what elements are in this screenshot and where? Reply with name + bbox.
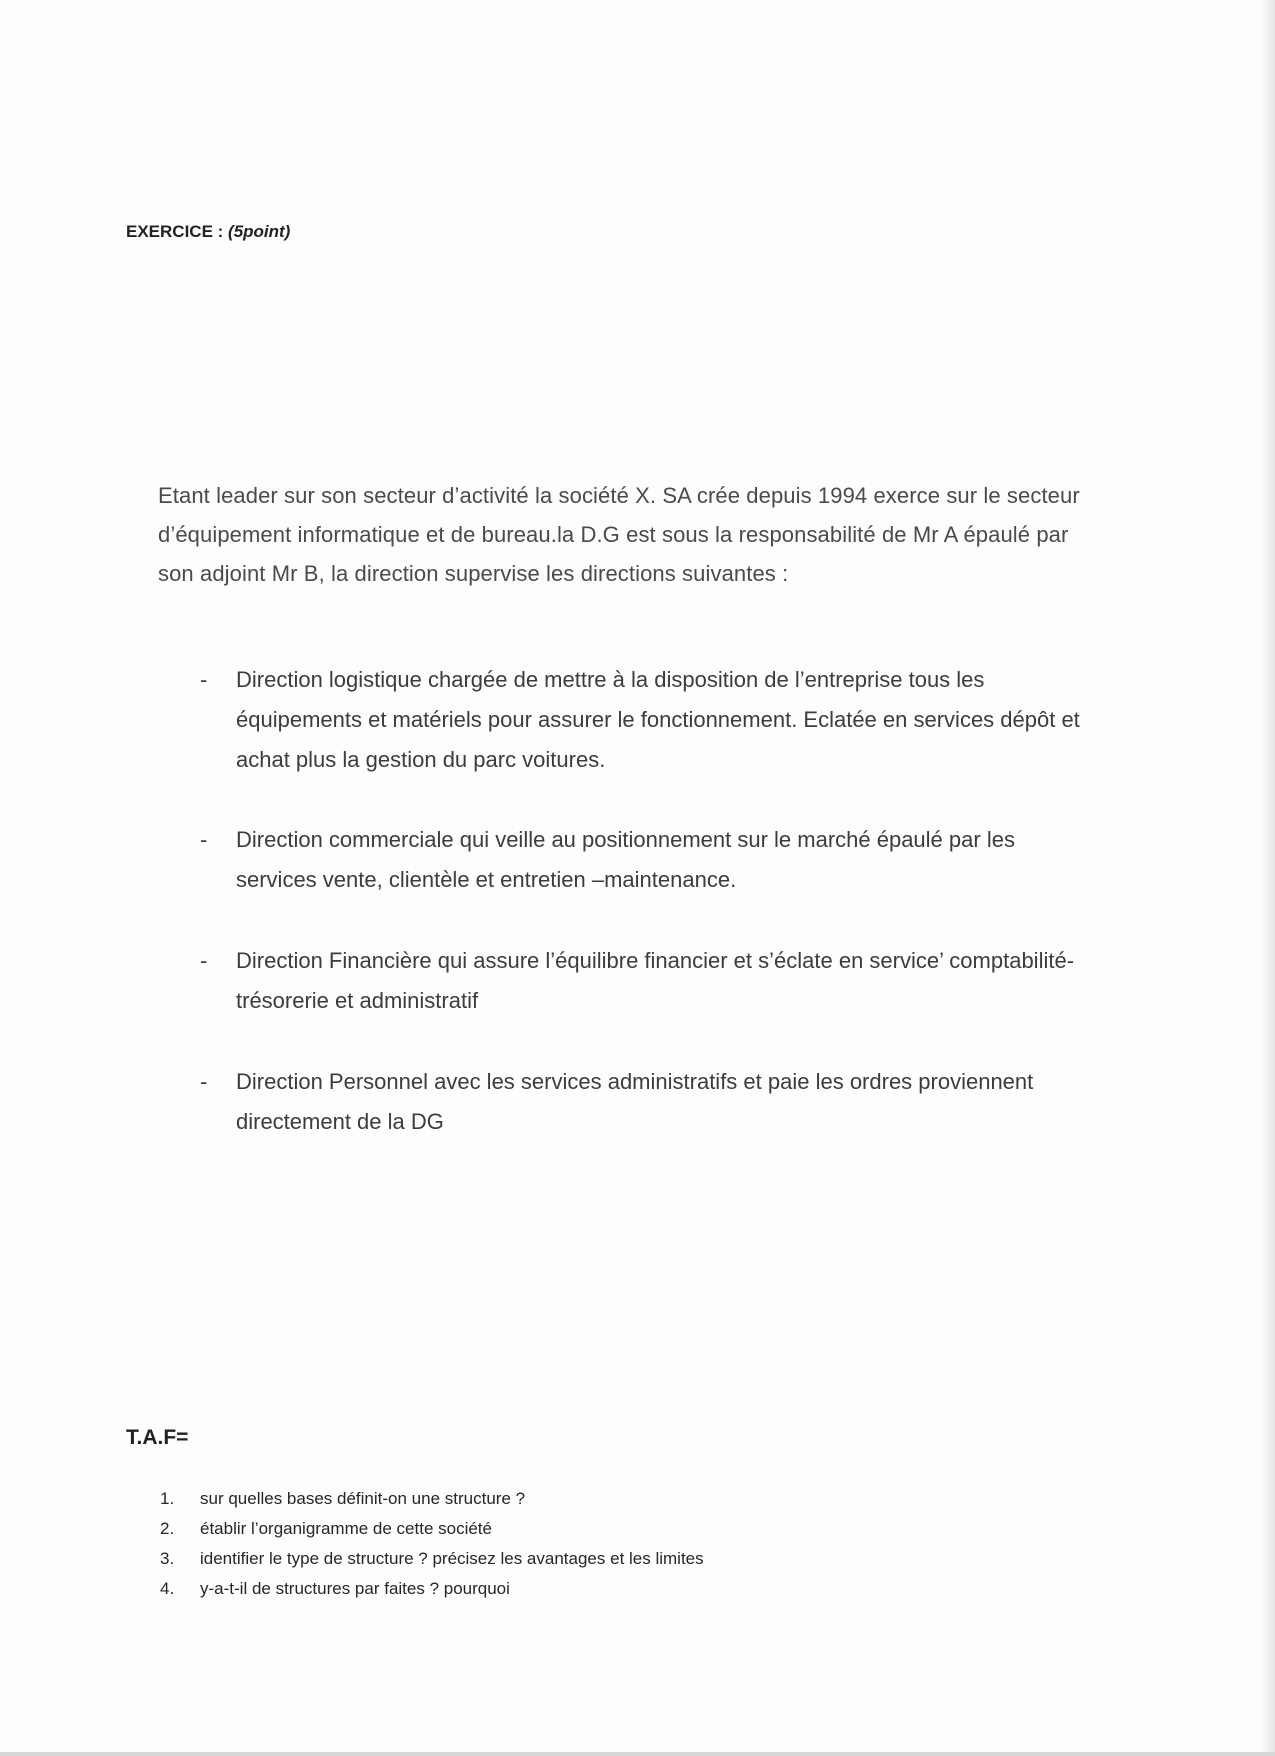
direction-item-commerciale xyxy=(200,820,1100,900)
exercise-label: EXERCICE : xyxy=(126,222,229,241)
list-dash: - xyxy=(200,827,208,852)
scan-edge-shadow xyxy=(1261,0,1275,1756)
question-text: y-a-t-il de structures par faites ? pourquoi xyxy=(200,1579,510,1598)
taf-title: T.A.F= xyxy=(126,1426,189,1449)
direction-text: Direction commerciale qui veille au positionnement sur le marché épaulé par les services vente, clientèle et entretien –maintenance. xyxy=(236,827,1015,892)
question-number: 2. xyxy=(160,1519,175,1538)
direction-item-personnel xyxy=(200,1062,1100,1142)
intro-paragraph: Etant leader sur son secteur d’activité la société X. SA crée depuis 1994 exerce sur le secteur d’équipement informatique et de bureau.la D.G est sous la responsabilité de Mr A épaulé par son adjoint Mr B, la direction supervise les directions suivantes : xyxy=(158,483,1080,586)
list-dash: - xyxy=(200,667,208,692)
direction-item-logistique xyxy=(200,660,1100,780)
direction-text: Direction Financière qui assure l’équilibre financier et s’éclate en service’ comptabilité-trésorerie et administratif xyxy=(236,948,1075,1013)
question-number: 3. xyxy=(160,1549,175,1568)
scan-bottom-edge xyxy=(0,1752,1275,1756)
question-number: 1. xyxy=(160,1489,175,1508)
question-text: sur quelles bases définit-on une structure ? xyxy=(200,1489,526,1508)
direction-text: Direction logistique chargée de mettre à la disposition de l’entreprise tous les équipements et matériels pour assurer le fonctionnement. Eclatée en services dépôt et achat plus la gestion du parc voitures. xyxy=(236,667,1080,772)
directions-list xyxy=(200,660,1100,1142)
question-number: 4. xyxy=(160,1579,175,1598)
questions-list xyxy=(160,1484,704,1604)
exercise-title xyxy=(126,222,290,242)
list-dash: - xyxy=(200,948,208,973)
question-item xyxy=(160,1514,704,1544)
question-text: établir l’organigramme de cette société xyxy=(200,1519,492,1538)
question-item xyxy=(160,1544,704,1574)
exercise-points: (5point) xyxy=(228,222,291,241)
question-item xyxy=(160,1574,704,1604)
direction-item-financiere xyxy=(200,941,1100,1021)
list-dash: - xyxy=(200,1069,208,1094)
question-text: identifier le type de structure ? précisez les avantages et les limites xyxy=(200,1549,704,1568)
question-item xyxy=(160,1484,704,1514)
direction-text: Direction Personnel avec les services administratifs et paie les ordres proviennent directement de la DG xyxy=(236,1069,1034,1134)
